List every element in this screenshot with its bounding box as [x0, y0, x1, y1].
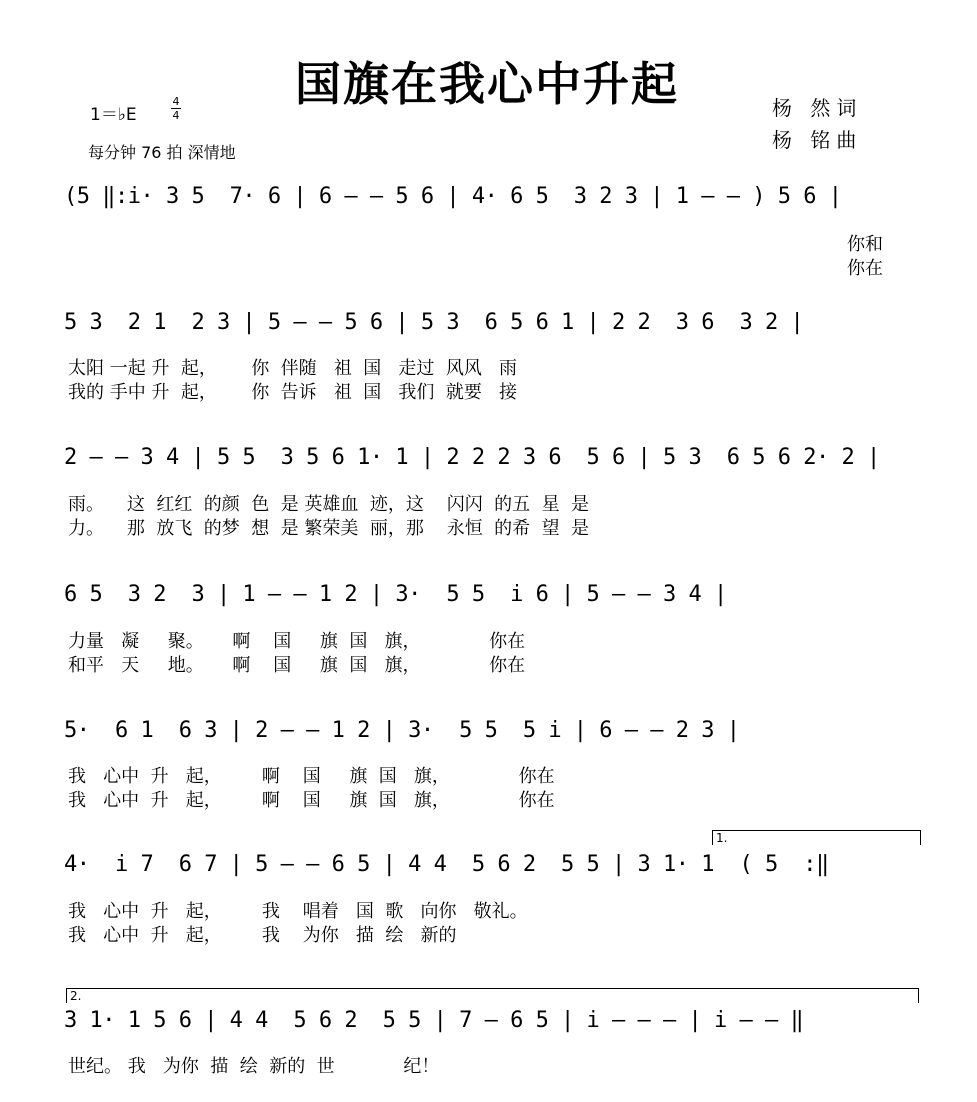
notation-line-1: (5 ‖:i· 3 5 7· 6 | 6 — — 5 6 | 4· 6 5 3 2 3 | 1 — — ) 5 6 | [64, 184, 842, 209]
lyricist-credit: 杨 然词 [772, 96, 863, 120]
lyric-1-verse-2: 你在 [847, 258, 883, 279]
lyric-5-verse-1: 我 心中 升 起， 啊 国 旗 国 旗， 你在 [68, 766, 555, 787]
notation-line-7: 3 1· 1 5 6 | 4 4 5 6 2 5 5 | 7 — 6 5 | i — — — | i — — ‖ [64, 1008, 804, 1033]
notation-line-2: 5 3 2 1 2 3 | 5 — — 5 6 | 5 3 6 5 6 1 | 2 2 3 6 3 2 | [64, 310, 804, 335]
lyric-5-verse-2: 我 心中 升 起， 啊 国 旗 国 旗， 你在 [68, 790, 555, 811]
lyric-2-verse-2: 我的 手中 升 起， 你 告诉 祖 国 我们 就要 接 [68, 382, 518, 403]
lyric-4-verse-1: 力量 凝 聚。 啊 国 旗 国 旗， 你在 [68, 631, 526, 652]
first-ending-label: 1. [716, 831, 728, 845]
notation-line-5: 5· 6 1 6 3 | 2 — — 1 2 | 3· 5 5 5 i | 6 — — 2 3 | [64, 718, 740, 743]
notation-line-3: 2 — — 3 4 | 5 5 3 5 6 1· 1 | 2 2 2 3 6 5 6 | 5 3 6 5 6 2· 2 | [64, 445, 880, 470]
key-signature: 1＝♭E [90, 105, 137, 125]
tempo-marking: 每分钟 76 拍 深情地 [88, 143, 236, 162]
time-signature-bottom: 4 [172, 109, 180, 122]
notation-line-6: 4· i 7 6 7 | 5 — — 6 5 | 4 4 5 6 2 5 5 | 3 1· 1 ( 5 :‖ [64, 852, 829, 877]
lyric-6-verse-2: 我 心中 升 起， 我 为你 描 绘 新的 [68, 925, 457, 946]
first-ending-bracket [712, 830, 921, 845]
notation-line-4: 6 5 3 2 3 | 1 — — 1 2 | 3· 5 5 i 6 | 5 — — 3 4 | [64, 582, 727, 607]
lyric-2-verse-1: 太阳 一起 升 起， 你 伴随 祖 国 走过 风风 雨 [68, 358, 518, 379]
lyric-3-verse-1: 雨。 这 红红 的颜 色 是 英雄血 迹，这 闪闪 的五 星 是 [68, 494, 590, 515]
song-title: 国旗在我心中升起 [295, 57, 679, 111]
composer-credit: 杨 铭曲 [772, 128, 863, 152]
lyric-7-verse-1: 世纪。 我 为你 描 绘 新的 世 纪！ [68, 1056, 440, 1077]
time-signature [171, 96, 181, 121]
lyric-3-verse-2: 力。 那 放飞 的梦 想 是 繁荣美 丽，那 永恒 的希 望 是 [68, 518, 590, 539]
second-ending-label: 2. [70, 989, 82, 1003]
second-ending-bracket [66, 988, 919, 1003]
lyric-1-verse-1: 你和 [847, 234, 883, 255]
time-signature-top: 4 [172, 95, 180, 108]
lyric-6-verse-1: 我 心中 升 起， 我 唱着 国 歌 向你 敬礼。 [68, 901, 528, 922]
lyric-4-verse-2: 和平 天 地。 啊 国 旗 国 旗， 你在 [68, 655, 526, 676]
